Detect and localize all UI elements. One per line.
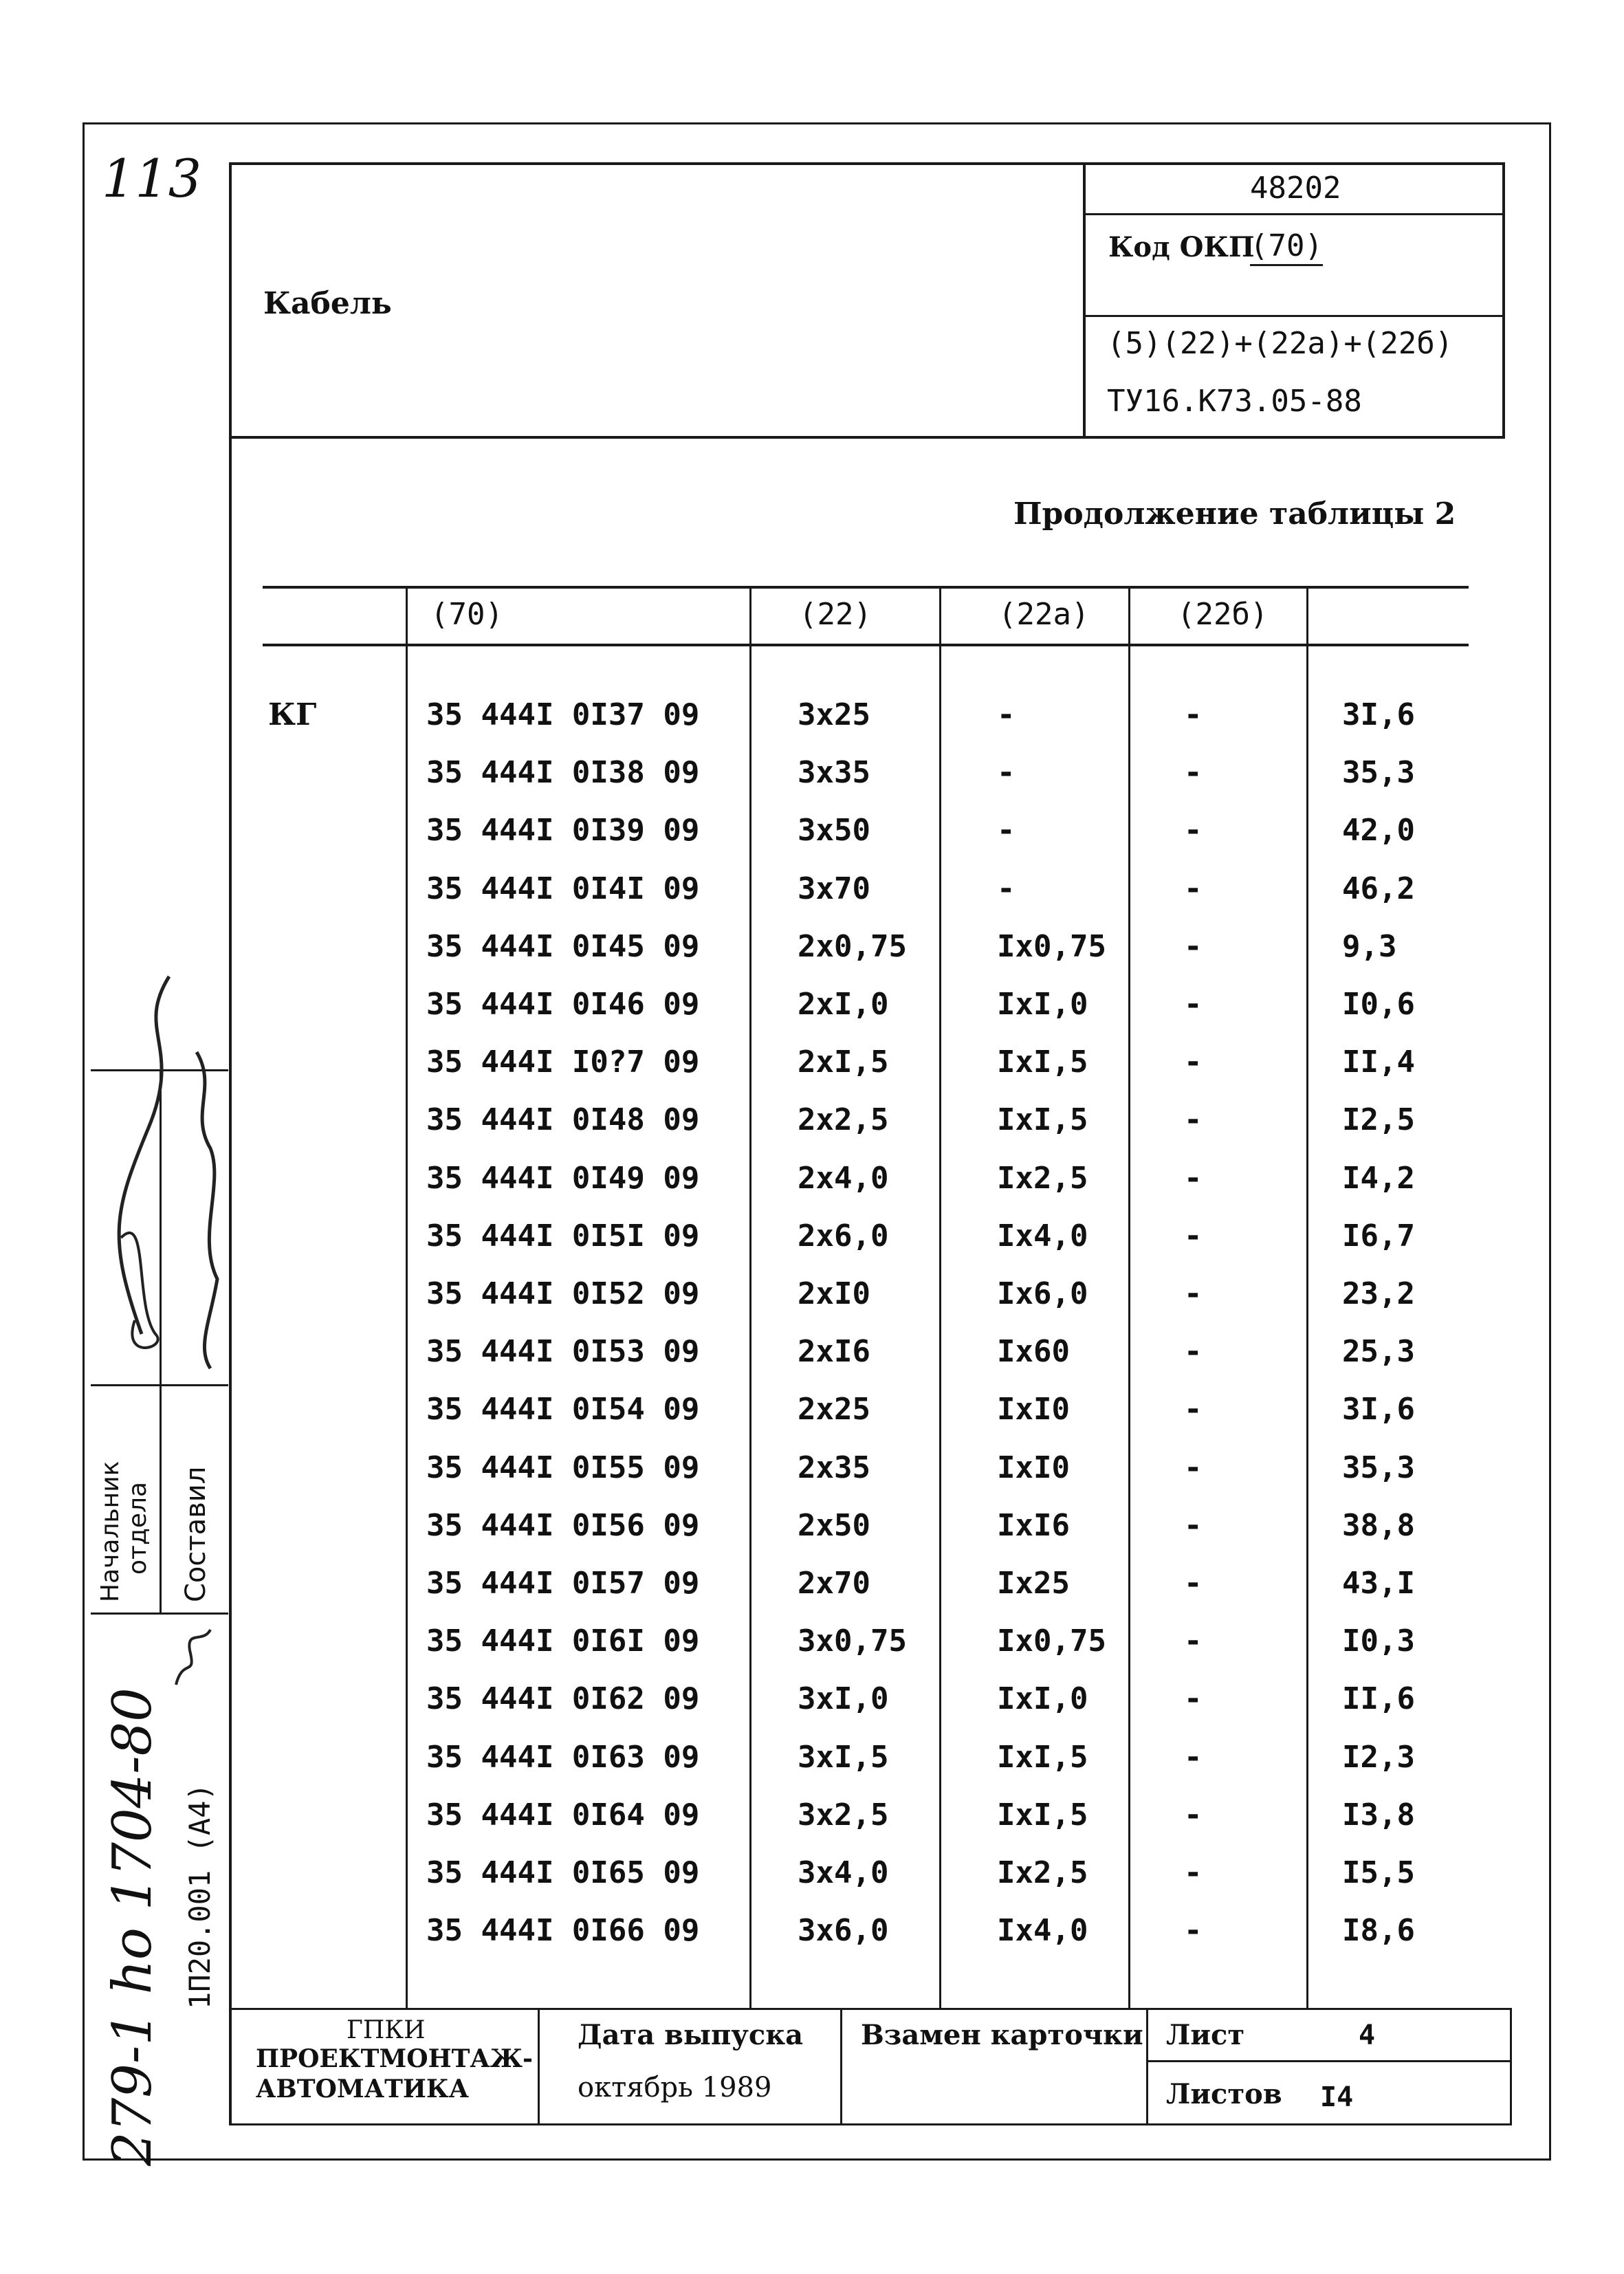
handwritten-page-number: 113 — [102, 148, 202, 209]
card-frame-top — [229, 162, 1505, 165]
cell-22a: Ix2,5 — [997, 1855, 1088, 1890]
cell-value: I8,6 — [1342, 1913, 1415, 1948]
cell-22b: - — [1184, 755, 1203, 790]
cell-value: 3I,6 — [1342, 697, 1415, 732]
cell-22b: - — [1184, 1508, 1203, 1543]
header-right-box-divider — [1083, 162, 1086, 437]
cell-22a: Ix2,5 — [997, 1161, 1088, 1196]
cell-code: 35 444I 0I38 09 — [426, 755, 700, 790]
cell-22b: - — [1184, 871, 1203, 906]
stamp-compiled-label: Составил — [180, 1466, 212, 1602]
footer-divider-2 — [840, 2008, 842, 2125]
cell-code: 35 444I 0I48 09 — [426, 1102, 700, 1137]
footer-sheet-divider — [1146, 2060, 1512, 2062]
cell-code: 35 444I 0I54 09 — [426, 1392, 700, 1427]
cell-value: 35,3 — [1342, 755, 1415, 790]
cell-22: 2xI,5 — [798, 1045, 889, 1080]
cell-code: 35 444I 0I52 09 — [426, 1276, 700, 1311]
cell-22b: - — [1184, 1218, 1203, 1254]
cell-22b: - — [1184, 1681, 1203, 1716]
outer-frame-top — [83, 122, 1551, 124]
cell-code: 35 444I 0I62 09 — [426, 1681, 700, 1716]
header-col-22b: (22б) — [1177, 597, 1269, 632]
cell-value: I4,2 — [1342, 1161, 1415, 1196]
table-top-rule — [263, 586, 1469, 589]
col-divider-5 — [1306, 586, 1308, 2009]
cell-22: 3x4,0 — [798, 1855, 889, 1890]
footer-bottom-rule — [229, 2123, 1512, 2125]
cell-code: 35 444I 0I46 09 — [426, 987, 700, 1022]
cell-22a: Ix0,75 — [997, 1623, 1106, 1659]
tu-reference: ТУ16.К73.05-88 — [1107, 384, 1362, 419]
cell-22b: - — [1184, 1740, 1203, 1775]
cell-22b: - — [1184, 1276, 1203, 1311]
footer-divider-3 — [1146, 2008, 1148, 2125]
cell-22a: IxI6 — [997, 1508, 1070, 1543]
col-divider-2 — [749, 586, 751, 2009]
cell-22a: Ix4,0 — [997, 1218, 1088, 1254]
cell-22b: - — [1184, 1623, 1203, 1659]
cell-value: 35,3 — [1342, 1450, 1415, 1485]
cell-code: 35 444I 0I4I 09 — [426, 871, 700, 906]
cell-code: 35 444I 0I65 09 — [426, 1855, 700, 1890]
cell-22a: IxI,5 — [997, 1740, 1088, 1775]
cell-code: 35 444I 0I45 09 — [426, 929, 700, 964]
cell-22b: - — [1184, 987, 1203, 1022]
stamp-head-label-1: Начальник — [96, 1461, 124, 1602]
cell-22b: - — [1184, 1161, 1203, 1196]
sheet-label: Лист — [1166, 2019, 1245, 2051]
header-col-22: (22) — [799, 597, 872, 632]
stamp-inventory: 279-1 ho 1704-80 — [102, 1687, 164, 2166]
cell-22: 3x0,75 — [798, 1623, 907, 1659]
cell-22: 2x25 — [798, 1392, 870, 1427]
cell-22: 2x6,0 — [798, 1218, 889, 1254]
cell-code: 35 444I 0I53 09 — [426, 1334, 700, 1369]
cell-22a: - — [997, 755, 1016, 790]
cell-22: 2x70 — [798, 1566, 870, 1601]
cell-22b: - — [1184, 929, 1203, 964]
cell-code: 35 444I 0I5I 09 — [426, 1218, 700, 1254]
outer-frame-bottom — [83, 2158, 1551, 2161]
cell-22b: - — [1184, 813, 1203, 848]
cell-22: 3xI,0 — [798, 1681, 889, 1716]
cell-22: 3x2,5 — [798, 1797, 889, 1833]
cell-value: I3,8 — [1342, 1797, 1415, 1833]
cell-22a: - — [997, 697, 1016, 732]
sheets-label: Листов — [1166, 2078, 1282, 2110]
footer-right-edge — [1510, 2008, 1512, 2125]
product-name: Кабель — [263, 286, 392, 321]
cell-22b: - — [1184, 1913, 1203, 1948]
cell-22b: - — [1184, 697, 1203, 732]
cell-22: 2xI0 — [798, 1276, 870, 1311]
cell-22: 3xI,5 — [798, 1740, 889, 1775]
release-label: Дата выпуска — [578, 2019, 804, 2051]
cell-22a: IxI0 — [997, 1392, 1070, 1427]
cell-22: 2x2,5 — [798, 1102, 889, 1137]
header-col-22a: (22а) — [998, 597, 1090, 632]
footer-top-rule — [229, 2008, 1512, 2010]
cell-code: 35 444I 0I55 09 — [426, 1450, 700, 1485]
cell-22: 3x50 — [798, 813, 870, 848]
cell-code: 35 444I 0I56 09 — [426, 1508, 700, 1543]
cell-code: 35 444I 0I37 09 — [426, 697, 700, 732]
col-divider-1 — [406, 586, 408, 2009]
cell-22b: - — [1184, 1855, 1203, 1890]
small-signature — [162, 1616, 224, 1698]
stamp-head-label-2: отдела — [124, 1481, 152, 1575]
cell-22: 3x25 — [798, 697, 870, 732]
cell-22a: - — [997, 871, 1016, 906]
col-divider-4 — [1128, 586, 1130, 2009]
cell-22b: - — [1184, 1566, 1203, 1601]
cell-value: I5,5 — [1342, 1855, 1415, 1890]
cell-22a: IxI0 — [997, 1450, 1070, 1485]
cell-22a: Ix6,0 — [997, 1276, 1088, 1311]
table-header-rule — [263, 644, 1469, 646]
cell-value: 3I,6 — [1342, 1392, 1415, 1427]
org-line-3: АВТОМАТИКА — [256, 2075, 469, 2103]
cell-code: 35 444I 0I63 09 — [426, 1740, 700, 1775]
cell-22a: IxI,5 — [997, 1045, 1088, 1080]
cell-code: 35 444I 0I49 09 — [426, 1161, 700, 1196]
cell-22a: Ix25 — [997, 1566, 1070, 1601]
sheets-value: I4 — [1320, 2081, 1354, 2113]
cell-value: II,6 — [1342, 1681, 1415, 1716]
cell-value: I2,3 — [1342, 1740, 1415, 1775]
cell-value: 25,3 — [1342, 1334, 1415, 1369]
card-frame-right-upper — [1502, 162, 1505, 437]
org-line-1: ГПКИ — [347, 2016, 426, 2044]
cell-22: 2x0,75 — [798, 929, 907, 964]
header-right-line-2 — [1083, 315, 1505, 317]
header-divider — [229, 436, 1505, 439]
cell-22a: Ix4,0 — [997, 1913, 1088, 1948]
cell-22: 2xI6 — [798, 1334, 870, 1369]
cell-22a: - — [997, 813, 1016, 848]
outer-frame-left — [83, 122, 85, 2161]
footer-divider-1 — [538, 2008, 540, 2125]
okp-label: Код ОКП — [1108, 231, 1255, 263]
header-col-70: (70) — [430, 597, 503, 632]
cell-value: I6,7 — [1342, 1218, 1415, 1254]
cell-22b: - — [1184, 1334, 1203, 1369]
cell-value: I0,3 — [1342, 1623, 1415, 1659]
org-line-2: ПРОЕКТМОНТАЖ- — [256, 2044, 533, 2073]
cell-code: 35 444I 0I64 09 — [426, 1797, 700, 1833]
cell-22b: - — [1184, 1450, 1203, 1485]
signature-scribbles — [94, 949, 231, 1375]
cell-code: 35 444I I0?7 09 — [426, 1045, 700, 1080]
cell-value: I0,6 — [1342, 987, 1415, 1022]
cell-value: 43,I — [1342, 1566, 1415, 1601]
stamp-form-code: 1П20.001 (А4) — [183, 1783, 217, 2009]
cell-code: 35 444I 0I66 09 — [426, 1913, 700, 1948]
replaces-label: Взамен карточки — [861, 2019, 1143, 2051]
cell-value: 9,3 — [1342, 929, 1397, 964]
formula: (5)(22)+(22а)+(22б) — [1107, 326, 1453, 361]
cell-22a: Ix60 — [997, 1334, 1070, 1369]
cell-22b: - — [1184, 1045, 1203, 1080]
table-caption: Продолжение таблицы 2 — [1013, 496, 1456, 532]
cell-22: 3x6,0 — [798, 1913, 889, 1948]
cell-22: 3x35 — [798, 755, 870, 790]
cell-22: 2x50 — [798, 1508, 870, 1543]
cell-22a: IxI,5 — [997, 1797, 1088, 1833]
cell-22a: Ix0,75 — [997, 929, 1106, 964]
release-value: октябрь 1989 — [578, 2072, 772, 2103]
cell-code: 35 444I 0I39 09 — [426, 813, 700, 848]
cell-22: 2xI,0 — [798, 987, 889, 1022]
cell-value: I2,5 — [1342, 1102, 1415, 1137]
cell-22a: IxI,0 — [997, 1681, 1088, 1716]
cell-22b: - — [1184, 1102, 1203, 1137]
header-right-line-1 — [1083, 213, 1505, 215]
cell-22: 2x35 — [798, 1450, 870, 1485]
cell-value: 42,0 — [1342, 813, 1415, 848]
cell-value: II,4 — [1342, 1045, 1415, 1080]
sheet-value: 4 — [1359, 2020, 1376, 2051]
col-divider-3 — [939, 586, 941, 2009]
cell-value: 23,2 — [1342, 1276, 1415, 1311]
outer-frame-right — [1549, 122, 1551, 2161]
cell-22a: IxI,5 — [997, 1102, 1088, 1137]
cell-code: 35 444I 0I57 09 — [426, 1566, 700, 1601]
cell-22: 2x4,0 — [798, 1161, 889, 1196]
cell-value: 46,2 — [1342, 871, 1415, 906]
cell-22a: IxI,0 — [997, 987, 1088, 1022]
cell-22b: - — [1184, 1797, 1203, 1833]
code-number: 48202 — [1250, 171, 1341, 206]
cell-value: 38,8 — [1342, 1508, 1415, 1543]
okp-ref: (70) — [1250, 231, 1323, 266]
cell-22b: - — [1184, 1392, 1203, 1427]
cell-22: 3x70 — [798, 871, 870, 906]
group-label: КГ — [268, 697, 317, 732]
cell-code: 35 444I 0I6I 09 — [426, 1623, 700, 1659]
